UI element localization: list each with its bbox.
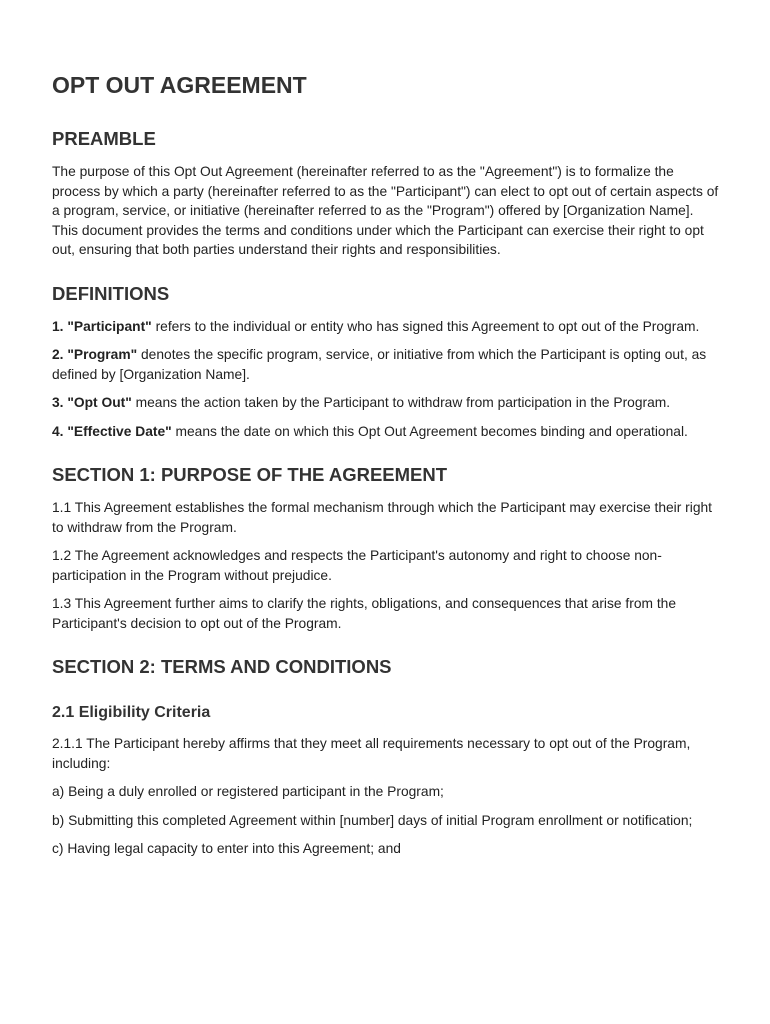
definition-text: denotes the specific program, service, or initiative from which the Participant is opting out, as defined by [Organization Name]. [52, 347, 707, 382]
clause-1-3: 1.3 This Agreement further aims to clarify the rights, obligations, and consequences that arise from the Participant's decision to opt out of the Program. [52, 596, 676, 631]
eligibility-criteria-heading: 2.1 Eligibility Criteria [52, 704, 211, 721]
section1-heading: SECTION 1: PURPOSE OF THE AGREEMENT [52, 464, 448, 485]
definition-item [52, 317, 720, 337]
clause-1-2: 1.2 The Agreement acknowledges and respects the Participant's autonomy and right to choose non-participation in the Program without prejudice. [52, 548, 662, 583]
definitions-heading: DEFINITIONS [52, 282, 170, 304]
list-item-a: a) Being a duly enrolled or registered participant in the Program; [52, 784, 444, 799]
definition-term: 1. "Participant" [52, 318, 152, 334]
definition-text: refers to the individual or entity who has signed this Agreement to opt out of the Program. [151, 318, 700, 334]
list-item-c: c) Having legal capacity to enter into this Agreement; and [52, 841, 401, 856]
definition-text: means the date on which this Opt Out Agreement becomes binding and operational. [171, 423, 688, 439]
document-title: OPT OUT AGREEMENT [52, 72, 307, 98]
preamble-paragraph: The purpose of this Opt Out Agreement (hereinafter referred to as the "Agreement") is to formalize the process by which a party (hereinafter referred to as the "Participant") can elect to opt out of certain aspects of a program, service, or initiative (hereinafter referred to as the "Program") offered by [Organization Name]. This document provides the terms and conditions under which the Participant can exercise their right to opt out, ensuring that both parties understand their rights and responsibilities. [52, 164, 719, 257]
definition-term: 3. "Opt Out" [52, 395, 132, 410]
definition-term: 4. "Effective Date" [52, 423, 172, 439]
preamble-heading: PREAMBLE [52, 128, 156, 149]
definition-item [52, 393, 720, 413]
definition-item [52, 422, 720, 442]
section2-heading: SECTION 2: TERMS AND CONDITIONS [52, 656, 392, 677]
document-page [52, 68, 720, 868]
clause-2-1-1: 2.1.1 The Participant hereby affirms that they meet all requirements necessary to opt out of the Program, including: [52, 736, 691, 771]
list-item-b: b) Submitting this completed Agreement within [number] days of initial Program enrollment or notification; [52, 812, 693, 828]
clause-1-1: 1.1 This Agreement establishes the formal mechanism through which the Participant may exercise their right to withdraw from the Program. [52, 500, 713, 535]
definition-term: 2. "Program" [52, 347, 138, 362]
definition-item [52, 345, 720, 384]
definition-text: means the action taken by the Participant to withdraw from participation in the Program. [131, 395, 671, 410]
